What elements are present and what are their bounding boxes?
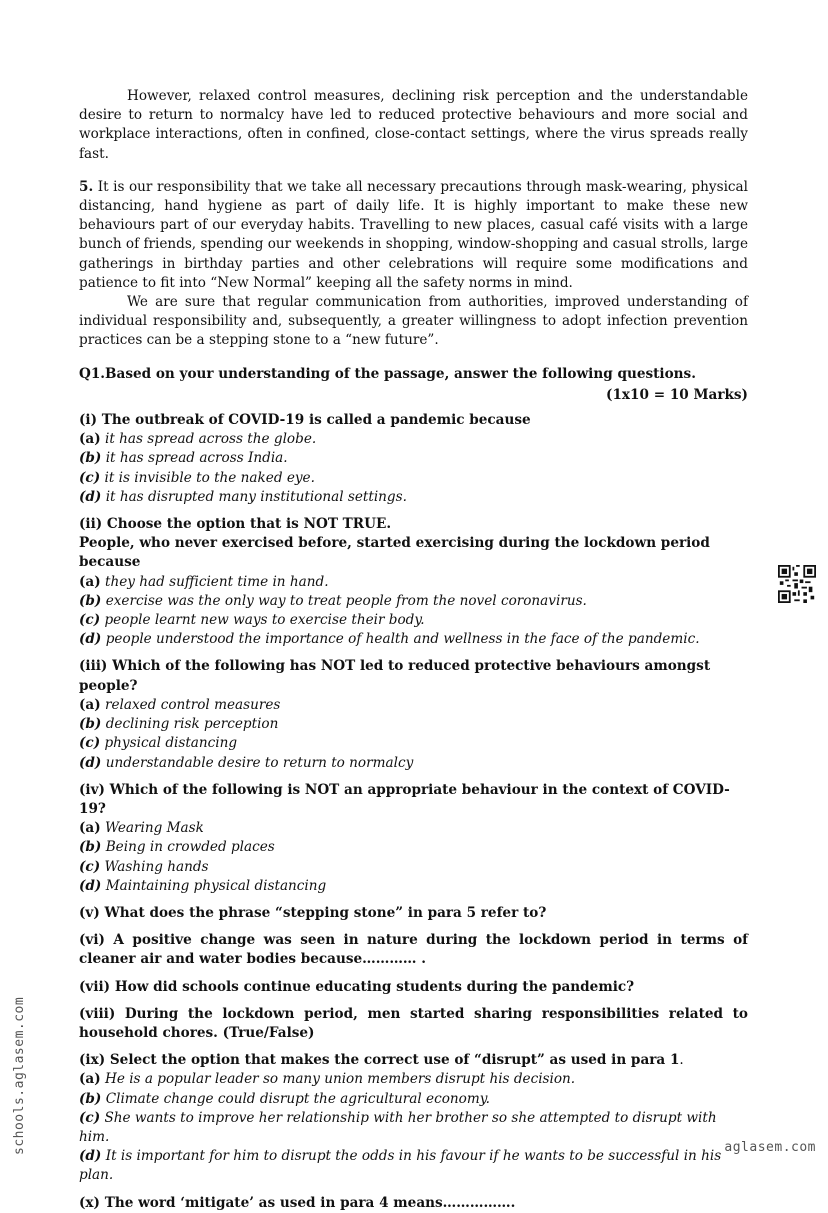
question-ii (79, 515, 748, 649)
question-text: (ii) Choose the option that is NOT TRUE. (79, 516, 392, 533)
option-d: (d) it has disrupted many institutional settings. (79, 488, 407, 505)
question-text: (ix) Select the option that makes the correct use of “disrupt” as used in para 1. (79, 1052, 684, 1069)
question-text: (iv) Which of the following is NOT an appropriate behaviour in the context of COVID-19? (79, 781, 730, 817)
question-iii (79, 657, 748, 772)
question-subtext: People, who never exercised before, started exercising during the lockdown period because (79, 535, 710, 571)
option-d: (d) Maintaining physical distancing (79, 877, 327, 894)
question-text: (iii) Which of the following has NOT led to reduced protective behaviours amongst people? (79, 658, 711, 694)
option-b: (b) it has spread across India. (79, 450, 288, 467)
marks-label: (1x10 = 10 Marks) (606, 386, 748, 403)
option-c: (c) physical distancing (79, 735, 238, 752)
passage-paragraph-5 (79, 178, 748, 293)
paragraph-5-text: It is our responsibility that we take all necessary precautions through mask-wearing, physical distancing, hand hygiene as part of daily life. It is highly important to make these new behaviours part of our everyday habits. Travelling to new places, casual café visits with a large bunch of friends, spending our weekends in shopping, window-shopping and casual strolls, large gatherings in birthday parties and other celebrations will require some modifications and patience to fit into “New Normal” keeping all the safety norms in mind. (79, 178, 748, 291)
question-v: (v) What does the phrase “stepping stone” in para 5 refer to? (79, 904, 547, 921)
paragraph-number: 5. (79, 178, 94, 195)
document-page (79, 87, 748, 1213)
question-x: (x) The word ‘mitigate’ as used in para 4 means……………. (79, 1194, 516, 1211)
option-b: (b) declining risk perception (79, 716, 279, 733)
option-c: (c) Washing hands (79, 858, 209, 875)
question-i (79, 411, 748, 507)
question-vii: (vii) How did schools continue educating students during the pandemic? (79, 978, 635, 995)
option-a: (a) relaxed control measures (79, 696, 281, 713)
qr-code-icon (778, 565, 816, 603)
passage-paragraph-6: We are sure that regular communication from authorities, improved understanding of individual responsibility and, subsequently, a greater willingness to adopt infection prevention practices can be a stepping stone to a “new future”. (79, 294, 748, 349)
option-d: (d) people understood the importance of health and wellness in the face of the pandemic. (79, 631, 700, 648)
option-d: (d) It is important for him to disrupt the odds in his favour if he wants to be successful in his plan. (79, 1148, 722, 1184)
passage-paragraph-4-end: However, relaxed control measures, declining risk perception and the understandable desire to return to normalcy have led to reduced protective behaviours and more social and workplace interactions, often in confined, close-contact settings, where the virus spreads really fast. (79, 88, 748, 162)
option-b: (b) Climate change could disrupt the agricultural economy. (79, 1090, 490, 1107)
question-vi: (vi) A positive change was seen in nature during the lockdown period in terms of cleaner air and water bodies because………… . (79, 932, 748, 968)
question-iv (79, 781, 748, 896)
option-a: (a) it has spread across the globe. (79, 431, 317, 448)
option-a: (a) He is a popular leader so many union members disrupt his decision. (79, 1071, 576, 1088)
question-viii: (viii) During the lockdown period, men started sharing responsibilities related to household chores. (True/False) (79, 1005, 748, 1041)
option-a: (a) Wearing Mask (79, 820, 204, 837)
option-b: (b) exercise was the only way to treat people from the novel coronavirus. (79, 592, 587, 609)
question-ix (79, 1051, 748, 1185)
question-heading: Q1.Based on your understanding of the passage, answer the following questions. (79, 365, 696, 382)
question-text: (i) The outbreak of COVID-19 is called a pandemic because (79, 412, 531, 429)
footer-watermark: aglasem.com (724, 1140, 816, 1155)
option-c: (c) people learnt new ways to exercise their body. (79, 612, 425, 629)
option-a: (a) they had sufficient time in hand. (79, 573, 329, 590)
side-watermark: schools.aglasem.com (12, 996, 27, 1155)
option-c: (c) it is invisible to the naked eye. (79, 469, 315, 486)
option-b: (b) Being in crowded places (79, 839, 275, 856)
option-d: (d) understandable desire to return to normalcy (79, 754, 414, 771)
option-c: (c) She wants to improve her relationship with her brother so she attempted to disrupt with him. (79, 1109, 717, 1145)
